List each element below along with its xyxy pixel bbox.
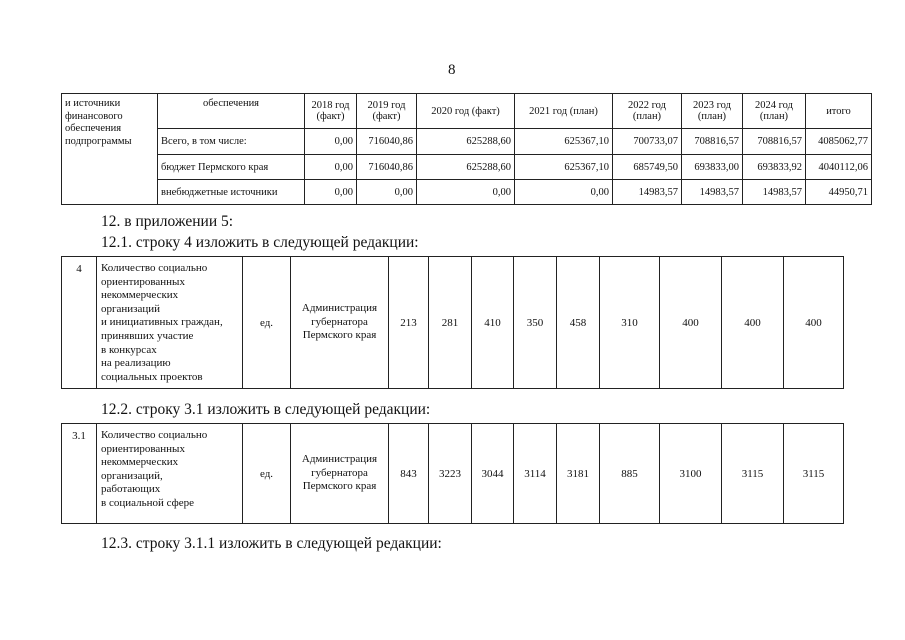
source-cell: Всего, в том числе:: [158, 129, 305, 155]
value-cell: 458: [557, 257, 600, 389]
value-cell: 685749,50: [613, 155, 682, 180]
value-cell: 3115: [784, 424, 844, 524]
unit-cell: ед.: [243, 257, 291, 389]
header-cell: 2019 год (факт): [357, 94, 417, 129]
value-cell: 3114: [514, 424, 557, 524]
header-cell: 2023 год (план): [682, 94, 743, 129]
value-cell: 625288,60: [417, 129, 515, 155]
table-row: [62, 257, 844, 389]
value-cell: 4085062,77: [806, 129, 872, 155]
value-cell: 3100: [660, 424, 722, 524]
value-cell: 44950,71: [806, 180, 872, 205]
header-cell: 2020 год (факт): [417, 94, 515, 129]
value-cell: 0,00: [305, 180, 357, 205]
indicator-name: Количество социально ориентированных некоммерческих организаций и инициативных граждан, принявших участие в конкурсах на реализацию социальных проектов: [97, 257, 243, 389]
value-cell: 700733,07: [613, 129, 682, 155]
value-cell: 0,00: [515, 180, 613, 205]
value-cell: 0,00: [417, 180, 515, 205]
value-cell: 885: [600, 424, 660, 524]
table-row: [62, 155, 872, 180]
value-cell: 708816,57: [743, 129, 806, 155]
row-4-table: [61, 256, 844, 389]
paragraph-12-1: 12.1. строку 4 изложить в следующей редакции:: [101, 234, 419, 251]
value-cell: 625288,60: [417, 155, 515, 180]
header-cell: 2021 год (план): [515, 94, 613, 129]
responsible-org: Администрация губернатора Пермского края: [291, 257, 389, 389]
value-cell: 14983,57: [682, 180, 743, 205]
header-cell: 2022 год (план): [613, 94, 682, 129]
header-cell: обеспечения: [158, 94, 305, 129]
value-cell: 400: [784, 257, 844, 389]
paragraph-12-3: 12.3. строку 3.1.1 изложить в следующей редакции:: [101, 535, 442, 552]
row-3-1-table: [61, 423, 844, 524]
value-cell: 3044: [472, 424, 514, 524]
value-cell: 410: [472, 257, 514, 389]
value-cell: 3223: [429, 424, 472, 524]
value-cell: 310: [600, 257, 660, 389]
row-label: и источники финансового обеспечения подпрограммы: [62, 94, 158, 205]
paragraph-12-2: 12.2. строку 3.1 изложить в следующей редакции:: [101, 401, 431, 418]
value-cell: 716040,86: [357, 155, 417, 180]
row-number: 4: [62, 257, 97, 389]
value-cell: 14983,57: [613, 180, 682, 205]
unit-cell: ед.: [243, 424, 291, 524]
value-cell: 625367,10: [515, 129, 613, 155]
value-cell: 716040,86: [357, 129, 417, 155]
value-cell: 3115: [722, 424, 784, 524]
value-cell: 0,00: [305, 129, 357, 155]
table-row: [62, 180, 872, 205]
value-cell: 14983,57: [743, 180, 806, 205]
header-cell: 2018 год (факт): [305, 94, 357, 129]
value-cell: 708816,57: [682, 129, 743, 155]
value-cell: 0,00: [357, 180, 417, 205]
indicator-name: Количество социально ориентированных некоммерческих организаций, работающих в социальной сфере: [97, 424, 243, 524]
responsible-org: Администрация губернатора Пермского края: [291, 424, 389, 524]
value-cell: 0,00: [305, 155, 357, 180]
page-number: 8: [448, 62, 456, 78]
financing-table: [61, 93, 872, 205]
value-cell: 350: [514, 257, 557, 389]
source-cell: внебюджетные источники: [158, 180, 305, 205]
value-cell: 400: [660, 257, 722, 389]
value-cell: 3181: [557, 424, 600, 524]
paragraph-12: 12. в приложении 5:: [101, 213, 234, 230]
value-cell: 625367,10: [515, 155, 613, 180]
header-cell: 2024 год (план): [743, 94, 806, 129]
value-cell: 281: [429, 257, 472, 389]
row-number: 3.1: [62, 424, 97, 524]
source-cell: бюджет Пермского края: [158, 155, 305, 180]
table-row: [62, 424, 844, 524]
header-cell: итого: [806, 94, 872, 129]
value-cell: 843: [389, 424, 429, 524]
value-cell: 4040112,06: [806, 155, 872, 180]
value-cell: 213: [389, 257, 429, 389]
value-cell: 693833,00: [682, 155, 743, 180]
table-row: [62, 129, 872, 155]
value-cell: 693833,92: [743, 155, 806, 180]
value-cell: 400: [722, 257, 784, 389]
